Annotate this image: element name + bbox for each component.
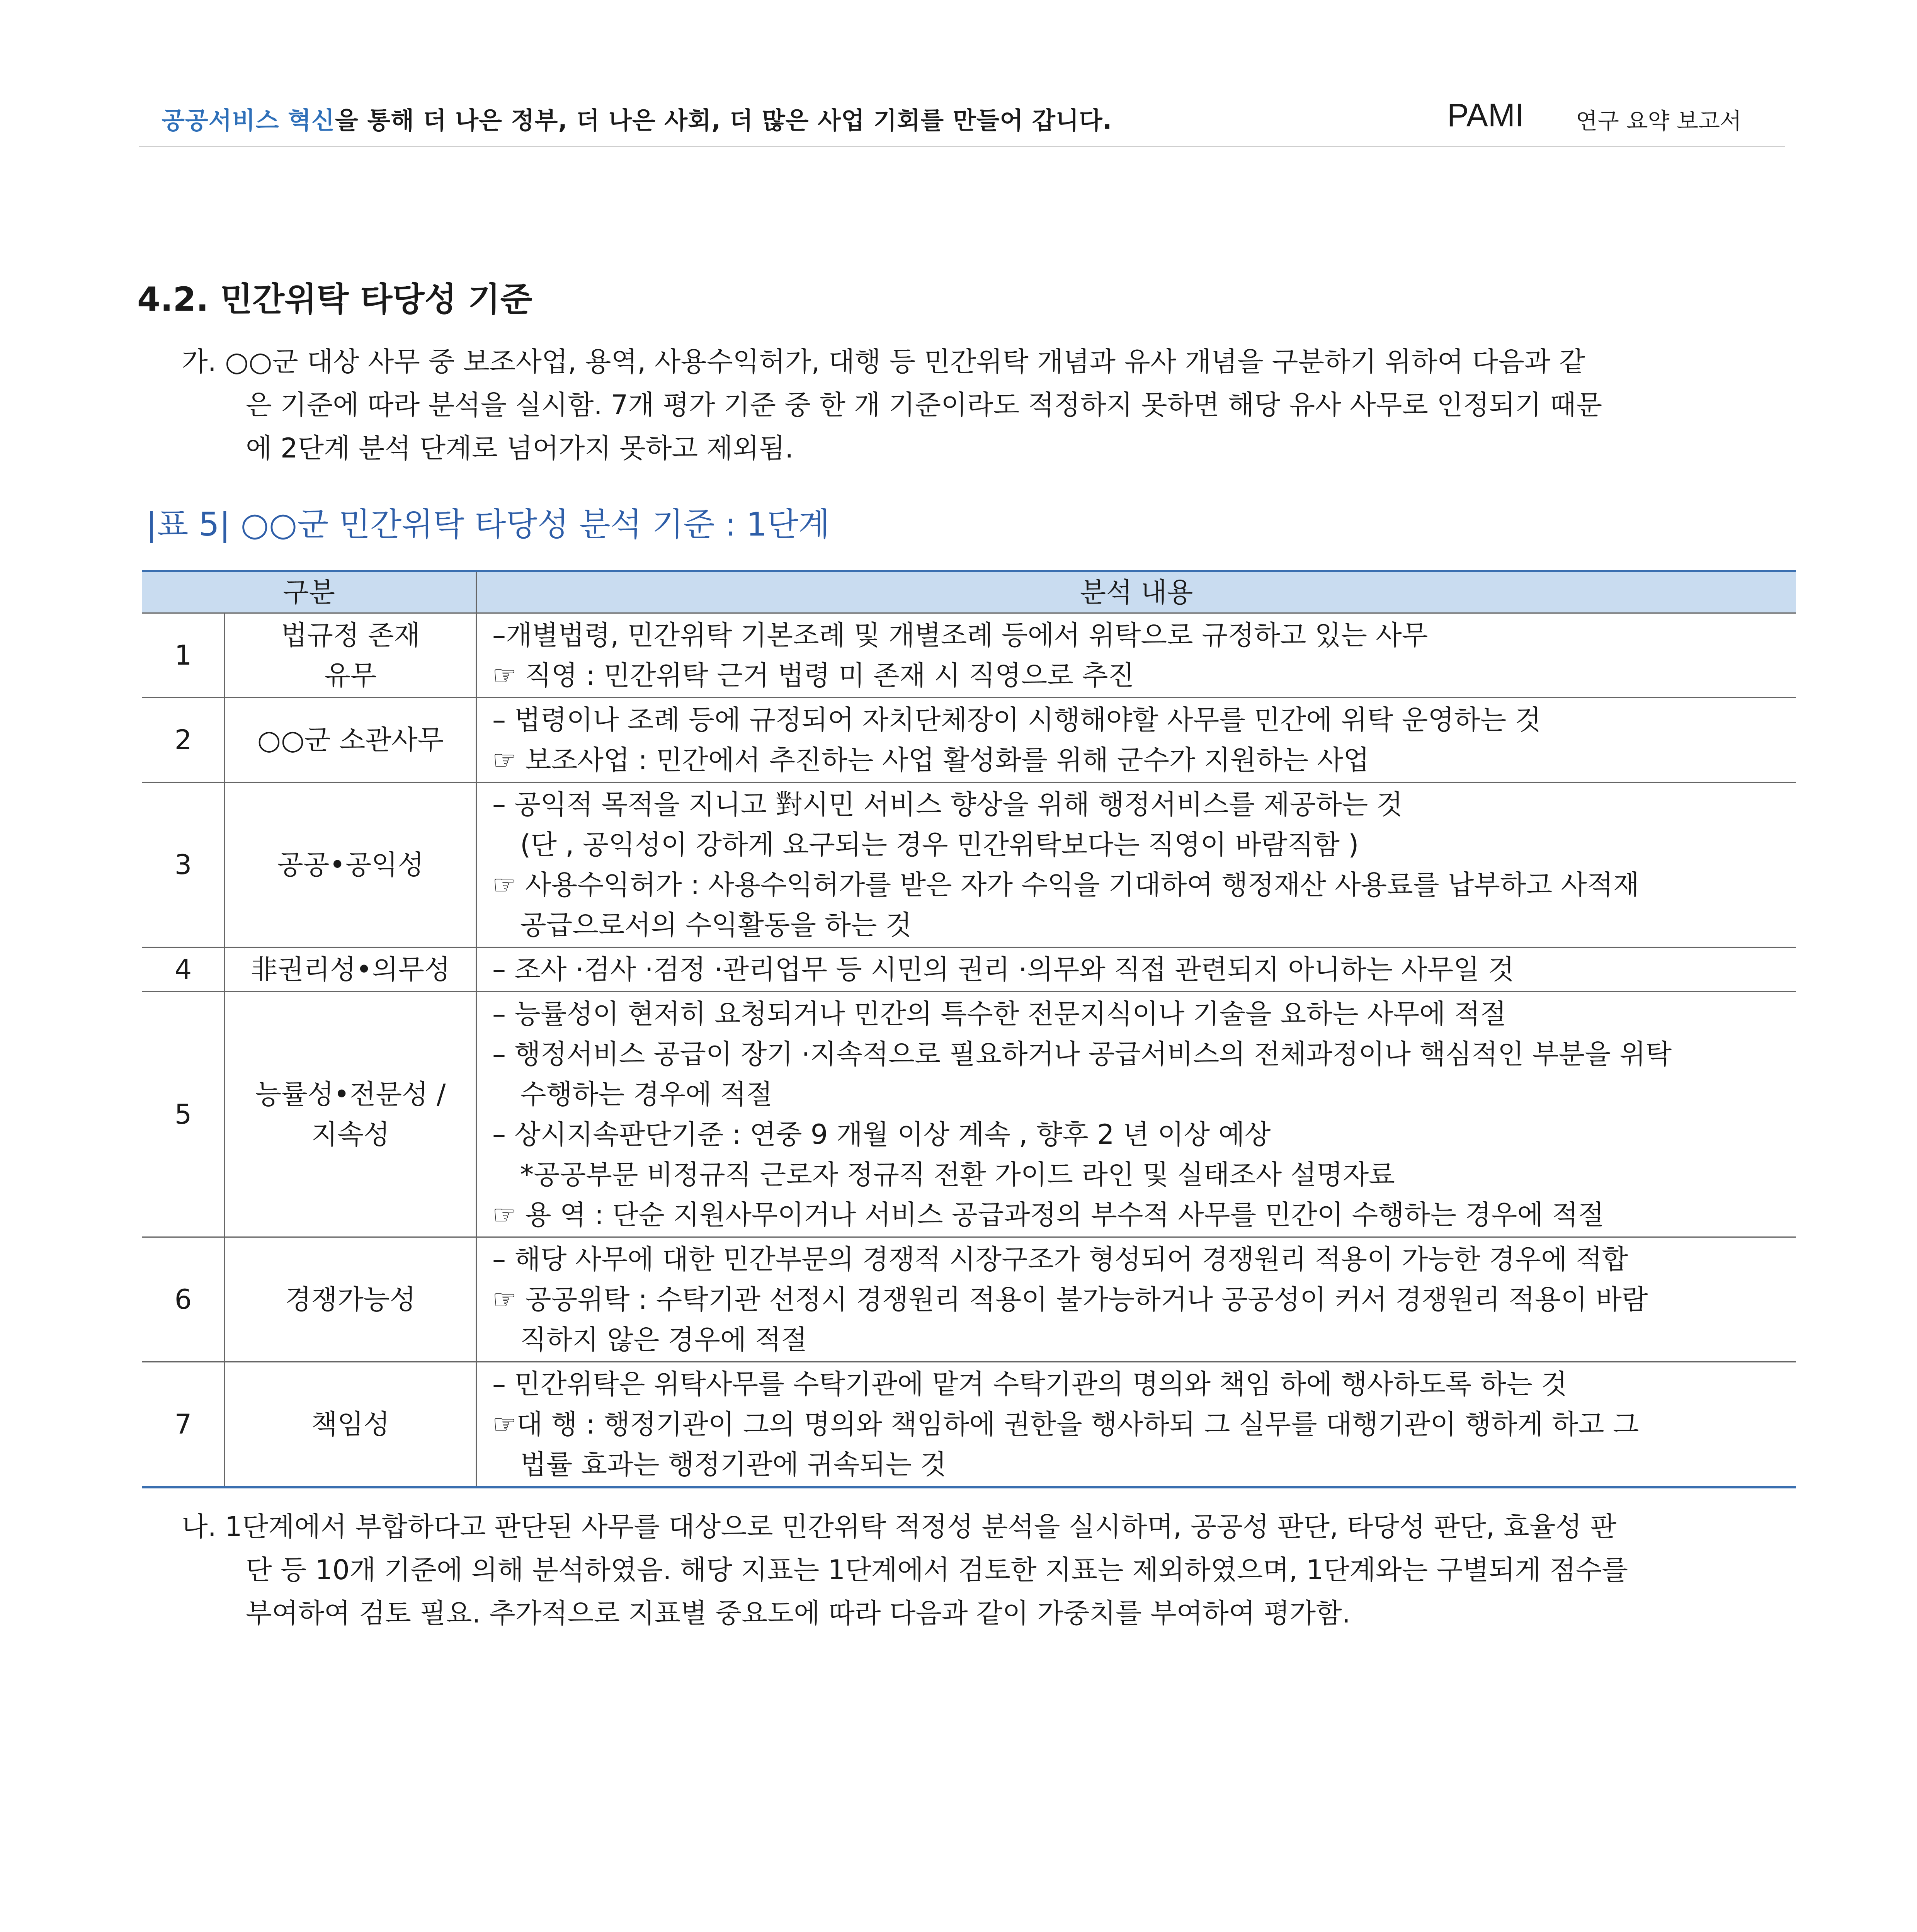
content-line: ☞ 직영 : 민간위탁 근거 법령 미 존재 시 직영으로 추진 <box>492 660 1135 691</box>
header-tagline <box>162 101 1112 136</box>
content-line: ☞ 보조사업 : 민간에서 추진하는 사업 활성화를 위해 군수가 지원하는 사업 <box>492 744 1369 776</box>
row-number: 4 <box>142 947 225 992</box>
paragraph-ga-line: 가. ○○군 대상 사무 중 보조사업, 용역, 사용수익허가, 대행 등 민간위탁 개념과 유사 개념을 구분하기 위하여 다음과 같 <box>182 346 1585 378</box>
table-row <box>142 1362 1796 1488</box>
row-category <box>225 782 476 947</box>
criteria-table <box>142 570 1796 1488</box>
row-number: 2 <box>142 698 225 782</box>
category-line: 지속성 <box>311 1119 390 1150</box>
category-line: 경쟁가능성 <box>285 1284 416 1315</box>
content-line: 법률 효과는 행정기관에 귀속되는 것 <box>520 1449 947 1480</box>
category-line: 법규정 존재 <box>281 619 420 651</box>
header-divider <box>139 146 1785 147</box>
category-line: 유무 <box>324 660 377 691</box>
content-line: (단 , 공익성이 강하게 요구되는 경우 민간위탁보다는 직영이 바람직함 ) <box>520 829 1359 861</box>
table-row <box>142 613 1796 698</box>
row-content <box>476 1362 1796 1488</box>
table-row <box>142 1237 1796 1362</box>
row-number: 1 <box>142 613 225 698</box>
category-line: 공공•공익성 <box>277 849 424 881</box>
content-line: 수행하는 경우에 적절 <box>520 1078 773 1110</box>
row-content <box>476 1237 1796 1362</box>
category-line: 책임성 <box>311 1408 390 1440</box>
content-line: – 조사 ·검사 ·검정 ·관리업무 등 시민의 권리 ·의무와 직접 관련되지 아니하는 사무일 것 <box>492 954 1514 985</box>
content-line: – 해당 사무에 대한 민간부문의 경쟁적 시장구조가 형성되어 경쟁원리 적용이 가능한 경우에 적합 <box>492 1243 1628 1275</box>
row-category <box>225 698 476 782</box>
content-line: – 민간위탁은 위탁사무를 수탁기관에 맡겨 수탁기관의 명의와 책임 하에 행사하도록 하는 것 <box>492 1368 1567 1400</box>
paragraph-ga-line: 에 2단계 분석 단계로 넘어가지 못하고 제외됨. <box>246 432 794 464</box>
content-line: –개별법령, 민간위탁 기본조례 및 개별조례 등에서 위탁으로 규정하고 있는 사무 <box>492 619 1428 651</box>
table-caption: |표 5| ○○군 민간위탁 타당성 분석 기준 : 1단계 <box>146 505 830 543</box>
row-number: 6 <box>142 1237 225 1362</box>
content-line: 공급으로서의 수익활동을 하는 것 <box>520 909 912 941</box>
row-content <box>476 698 1796 782</box>
content-line: ☞대 행 : 행정기관이 그의 명의와 책임하에 권한을 행사하되 그 실무를 대행기관이 행하게 하고 그 <box>492 1408 1639 1440</box>
content-line: – 능률성이 현저히 요청되거나 민간의 특수한 전문지식이나 기술을 요하는 사무에 적절 <box>492 998 1507 1030</box>
table-row <box>142 698 1796 782</box>
header-report-type: 연구 요약 보고서 <box>1576 108 1742 134</box>
row-content <box>476 613 1796 698</box>
content-line: – 공익적 목적을 지니고 對시민 서비스 향상을 위해 행정서비스를 제공하는 것 <box>492 789 1403 820</box>
row-number: 5 <box>142 992 225 1237</box>
content-line: *공공부문 비정규직 근로자 정규직 전환 가이드 라인 및 실태조사 설명자료 <box>520 1159 1395 1190</box>
header-content: 분석 내용 <box>476 571 1796 613</box>
content-line: – 법령이나 조례 등에 규정되어 자치단체장이 시행해야할 사무를 민간에 위탁 운영하는 것 <box>492 704 1541 736</box>
category-line: ○○군 소관사무 <box>257 724 444 756</box>
row-category <box>225 1362 476 1488</box>
row-category <box>225 992 476 1237</box>
content-line: ☞ 용 역 : 단순 지원사무이거나 서비스 공급과정의 부수적 사무를 민간이 수행하는 경우에 적절 <box>492 1199 1604 1231</box>
content-line: 직하지 않은 경우에 적절 <box>520 1324 807 1355</box>
row-category <box>225 1237 476 1362</box>
row-category <box>225 947 476 992</box>
paragraph-na-line: 단 등 10개 기준에 의해 분석하였음. 해당 지표는 1단계에서 검토한 지표는 제외하였으며, 1단계와는 구별되게 점수를 <box>246 1554 1628 1586</box>
paragraph-ga-line: 은 기준에 따라 분석을 실시함. 7개 평가 기준 중 한 개 기준이라도 적정하지 못하면 해당 유사 사무로 인정되기 때문 <box>246 389 1602 421</box>
row-content <box>476 947 1796 992</box>
header-tagline-highlight: 공공서비스 혁신 <box>162 106 335 134</box>
content-line: ☞ 사용수익허가 : 사용수익허가를 받은 자가 수익을 기대하여 행정재산 사용료를 납부하고 사적재 <box>492 869 1640 901</box>
section-title: 4.2. 민간위탁 타당성 기준 <box>137 280 532 319</box>
row-number: 3 <box>142 782 225 947</box>
content-line: ☞ 공공위탁 : 수탁기관 선정시 경쟁원리 적용이 불가능하거나 공공성이 커서 경쟁원리 적용이 바람 <box>492 1284 1648 1315</box>
paragraph-na-line: 나. 1단계에서 부합하다고 판단된 사무를 대상으로 민간위탁 적정성 분석을 실시하며, 공공성 판단, 타당성 판단, 효율성 판 <box>182 1511 1617 1543</box>
table-row <box>142 992 1796 1237</box>
content-line: – 상시지속판단기준 : 연중 9 개월 이상 계속 , 향후 2 년 이상 예상 <box>492 1119 1271 1150</box>
row-content <box>476 782 1796 947</box>
row-number: 7 <box>142 1362 225 1488</box>
category-line: 능률성•전문성 / <box>255 1078 446 1110</box>
header-tagline-rest: 을 통해 더 나은 정부, 더 나은 사회, 더 많은 사업 기회를 만들어 갑니다. <box>335 106 1112 134</box>
table-row <box>142 947 1796 992</box>
header-brand: PAMI <box>1447 97 1524 133</box>
category-line: 非권리성•의무성 <box>250 954 451 985</box>
row-category <box>225 613 476 698</box>
content-line: – 행정서비스 공급이 장기 ·지속적으로 필요하거나 공급서비스의 전체과정이나 핵심적인 부분을 위탁 <box>492 1038 1672 1070</box>
header-category: 구분 <box>142 571 476 613</box>
paragraph-na-line: 부여하여 검토 필요. 추가적으로 지표별 중요도에 따라 다음과 같이 가중치를 부여하여 평가함. <box>246 1597 1351 1629</box>
table-row <box>142 782 1796 947</box>
row-content <box>476 992 1796 1237</box>
table-header-row <box>142 571 1796 613</box>
